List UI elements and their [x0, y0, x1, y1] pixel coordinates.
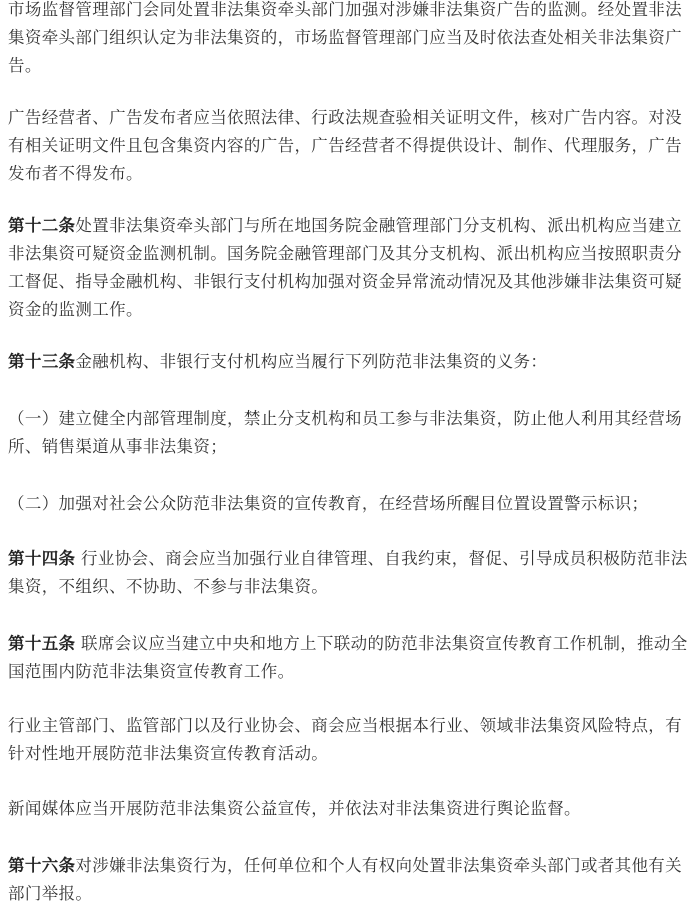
paragraph-ad-monitoring	[8, 0, 688, 80]
paragraph-text: 行业协会、商会应当加强行业自律管理、自我约束，督促、引导成员积极防范非法集资，不组织、不协助、不参与非法集资。	[8, 549, 688, 596]
article-13-item-1	[8, 405, 688, 461]
paragraph-text: 对涉嫌非法集资行为，任何单位和个人有权向处置非法集资牵头部门或者其他有关部门举报。	[8, 856, 683, 903]
paragraph-industry-education	[8, 712, 688, 768]
paragraph-text: 市场监督管理部门会同处置非法集资牵头部门加强对涉嫌非法集资广告的监测。经处置非法集资牵头部门组织认定为非法集资的，市场监督管理部门应当及时依法查处相关非法集资广告。	[8, 0, 682, 75]
article-13	[8, 348, 688, 376]
paragraph-text: 联席会议应当建立中央和地方上下联动的防范非法集资宣传教育工作机制，推动全国范围内防范非法集资宣传教育工作。	[8, 634, 688, 681]
article-14	[8, 545, 688, 601]
paragraph-text: （二）加强对社会公众防范非法集资的宣传教育，在经营场所醒目位置设置警示标识；	[8, 494, 649, 513]
article-16	[8, 852, 688, 908]
paragraph-text: 广告经营者、广告发布者应当依照法律、行政法规查验相关证明文件，核对广告内容。对没有相关证明文件且包含集资内容的广告，广告经营者不得提供设计、制作、代理服务，广告发布者不得发布。	[8, 108, 682, 183]
paragraph-ad-publisher-duty	[8, 104, 688, 188]
paragraph-text: 处置非法集资牵头部门与所在地国务院金融管理部门分支机构、派出机构应当建立非法集资可疑资金监测机制。国务院金融管理部门及其分支机构、派出机构应当按照职责分工督促、指导金融机构、非银行支付机构加强对资金异常流动情况及其他涉嫌非法集资可疑资金的监测工作。	[8, 216, 683, 319]
article-number: 第十四条	[8, 549, 76, 568]
article-15	[8, 630, 688, 686]
paragraph-text: 新闻媒体应当开展防范非法集资公益宣传，并依法对非法集资进行舆论监督。	[8, 799, 581, 818]
paragraph-media-publicity	[8, 795, 688, 823]
article-13-item-2	[8, 490, 688, 518]
paragraph-text: （一）建立健全内部管理制度，禁止分支机构和员工参与非法集资，防止他人利用其经营场所、销售渠道从事非法集资；	[8, 409, 682, 456]
article-number: 第十三条	[8, 352, 76, 371]
article-number: 第十二条	[8, 216, 76, 235]
paragraph-text: 金融机构、非银行支付机构应当履行下列防范非法集资的义务：	[75, 352, 548, 371]
article-12	[8, 212, 688, 324]
article-number: 第十六条	[8, 856, 76, 875]
paragraph-text: 行业主管部门、监管部门以及行业协会、商会应当根据本行业、领域非法集资风险特点，有针对性地开展防范非法集资宣传教育活动。	[8, 716, 682, 763]
article-number: 第十五条	[8, 634, 76, 653]
